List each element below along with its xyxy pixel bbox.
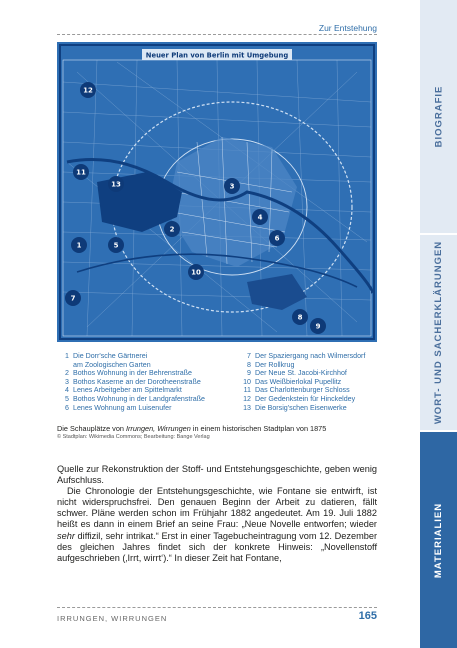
paragraph-text: diffizil, sehr intrikat.“ Erst in einer Tagebucheintragung vom 12. Dezember des gleichen Jahres findet sich der konkrete Hinweis: „Novellenstoff aufgeschrieben (‚Irrt, wirrt‘).“ In dieser Zeit hat Fontane,	[57, 530, 377, 563]
footer-rule	[57, 607, 377, 608]
emphasis: sehr	[57, 530, 75, 541]
legend-item-continuation: am Zoologischen Garten	[73, 360, 151, 369]
caption-prefix: Die Schauplätze von	[57, 424, 126, 433]
marker-7-label: 7	[70, 294, 76, 303]
legend-number: 7	[247, 352, 251, 360]
legend-item	[60, 369, 240, 378]
legend-number: 11	[243, 386, 251, 395]
marker-3-label: 3	[229, 182, 235, 191]
legend-text: Bothos Wohnung in der Behrenstraße	[73, 369, 192, 378]
marker-9-label: 9	[315, 322, 321, 331]
legend-item	[60, 352, 240, 361]
legend-number: 3	[65, 377, 69, 386]
page-header	[57, 20, 377, 34]
legend-item	[242, 361, 382, 370]
tab-label: BIOGRAFIE	[433, 85, 444, 148]
legend-number: 1	[65, 352, 69, 360]
paragraph	[57, 486, 377, 564]
legend-item	[60, 395, 240, 404]
marker-6-label: 6	[274, 234, 280, 243]
legend-number: 6	[65, 403, 69, 412]
tab-label: MATERIALIEN	[433, 502, 444, 578]
body-text	[57, 464, 377, 564]
legend-number: 5	[65, 394, 69, 403]
legend-text: Bothos Kaserne an der Dorotheenstraße	[73, 377, 201, 386]
legend-item	[60, 386, 240, 395]
image-credit: © Stadtplan: Wikimedia Commons; Bearbeitung: Bange Verlag	[57, 434, 210, 440]
legend-text: Der Rollkrug	[255, 360, 295, 369]
legend-text: Das Weißbierlokal Pupellitz	[255, 377, 342, 386]
legend-text: Der Gedenkstein für Hinckeldey	[255, 394, 356, 403]
legend-number: 13	[243, 403, 251, 412]
paragraph-text: Die Chronologie der Entstehungsgeschichte, wie Fontane sie entwirft, ist nicht widerspruchsfrei. Den genauen Beginn der Arbeit zu datieren, fällt schwer. Pläne werden schon im Frühjahr 1882 angedeutet. Am 19. Juli 1882 heißt es dann in einem Brief an seine Frau: „Neue Novelle entworfen; wieder	[57, 486, 377, 530]
legend-number: 2	[65, 369, 69, 378]
legend-text: Lenes Wohnung am Luisenufer	[73, 403, 172, 412]
figure-caption	[57, 424, 377, 433]
legend-text: Lenes Arbeitgeber am Spittelmarkt	[73, 386, 182, 395]
legend-text: Das Charlottenburger Schloss	[255, 386, 350, 395]
tab-label: WORT- UND SACHERKLÄRUNGEN	[433, 240, 445, 425]
legend-text: Die Dorr'sche Gärtnerei	[73, 352, 148, 360]
legend-left-column	[60, 352, 240, 412]
legend-item	[242, 386, 382, 395]
marker-12-label: 12	[83, 86, 93, 95]
legend-item	[60, 378, 240, 387]
legend-number: 12	[243, 394, 251, 403]
legend-item	[242, 378, 382, 387]
legend-item	[242, 395, 382, 404]
page-number: 165	[358, 610, 377, 622]
side-tabs	[420, 0, 457, 648]
marker-13-label: 13	[111, 180, 121, 189]
historic-city-map	[57, 42, 377, 342]
map-title: Neuer Plan von Berlin mit Umgebung	[145, 51, 289, 60]
marker-5-label: 5	[113, 241, 119, 250]
tab-biografie[interactable]	[420, 0, 457, 233]
legend-item	[242, 352, 382, 361]
marker-2-label: 2	[169, 225, 175, 234]
marker-4-label: 4	[257, 213, 263, 222]
legend-item	[60, 404, 240, 413]
caption-work-title: Irrungen, Wirrungen	[125, 424, 191, 433]
map-graphic	[57, 42, 377, 342]
legend-number: 10	[243, 377, 251, 386]
footer-book-title: IRRUNGEN, WIRRUNGEN	[57, 614, 168, 623]
paragraph: Quelle zur Rekonstruktion der Stoff- und Entstehungsgeschichte, geben wenig Aufschluss.	[57, 464, 377, 486]
tab-wort-und-sacherklaerungen[interactable]	[420, 235, 457, 430]
legend-item	[242, 404, 382, 413]
legend-number: 9	[247, 369, 251, 378]
header-rule	[57, 34, 377, 35]
marker-11-label: 11	[76, 168, 86, 177]
legend-text: Die Borsig'schen Eisenwerke	[255, 403, 347, 412]
legend-number: 4	[65, 386, 69, 395]
marker-1-label: 1	[76, 241, 82, 250]
legend-text: Der Spaziergang nach Wilmersdorf	[255, 352, 366, 360]
tab-materialien[interactable]	[420, 432, 457, 648]
legend-text: Bothos Wohnung in der Landgrafenstraße	[73, 394, 205, 403]
marker-10-label: 10	[191, 268, 201, 277]
legend-number: 8	[247, 360, 251, 369]
running-head: Zur Entstehung	[318, 23, 377, 33]
legend-text: Der Neue St. Jacobi-Kirchhof	[255, 369, 347, 378]
legend-right-column	[242, 352, 382, 412]
marker-8-label: 8	[297, 313, 303, 322]
caption-suffix: in einem historischen Stadtplan von 1875	[190, 424, 327, 433]
legend-item	[242, 369, 382, 378]
